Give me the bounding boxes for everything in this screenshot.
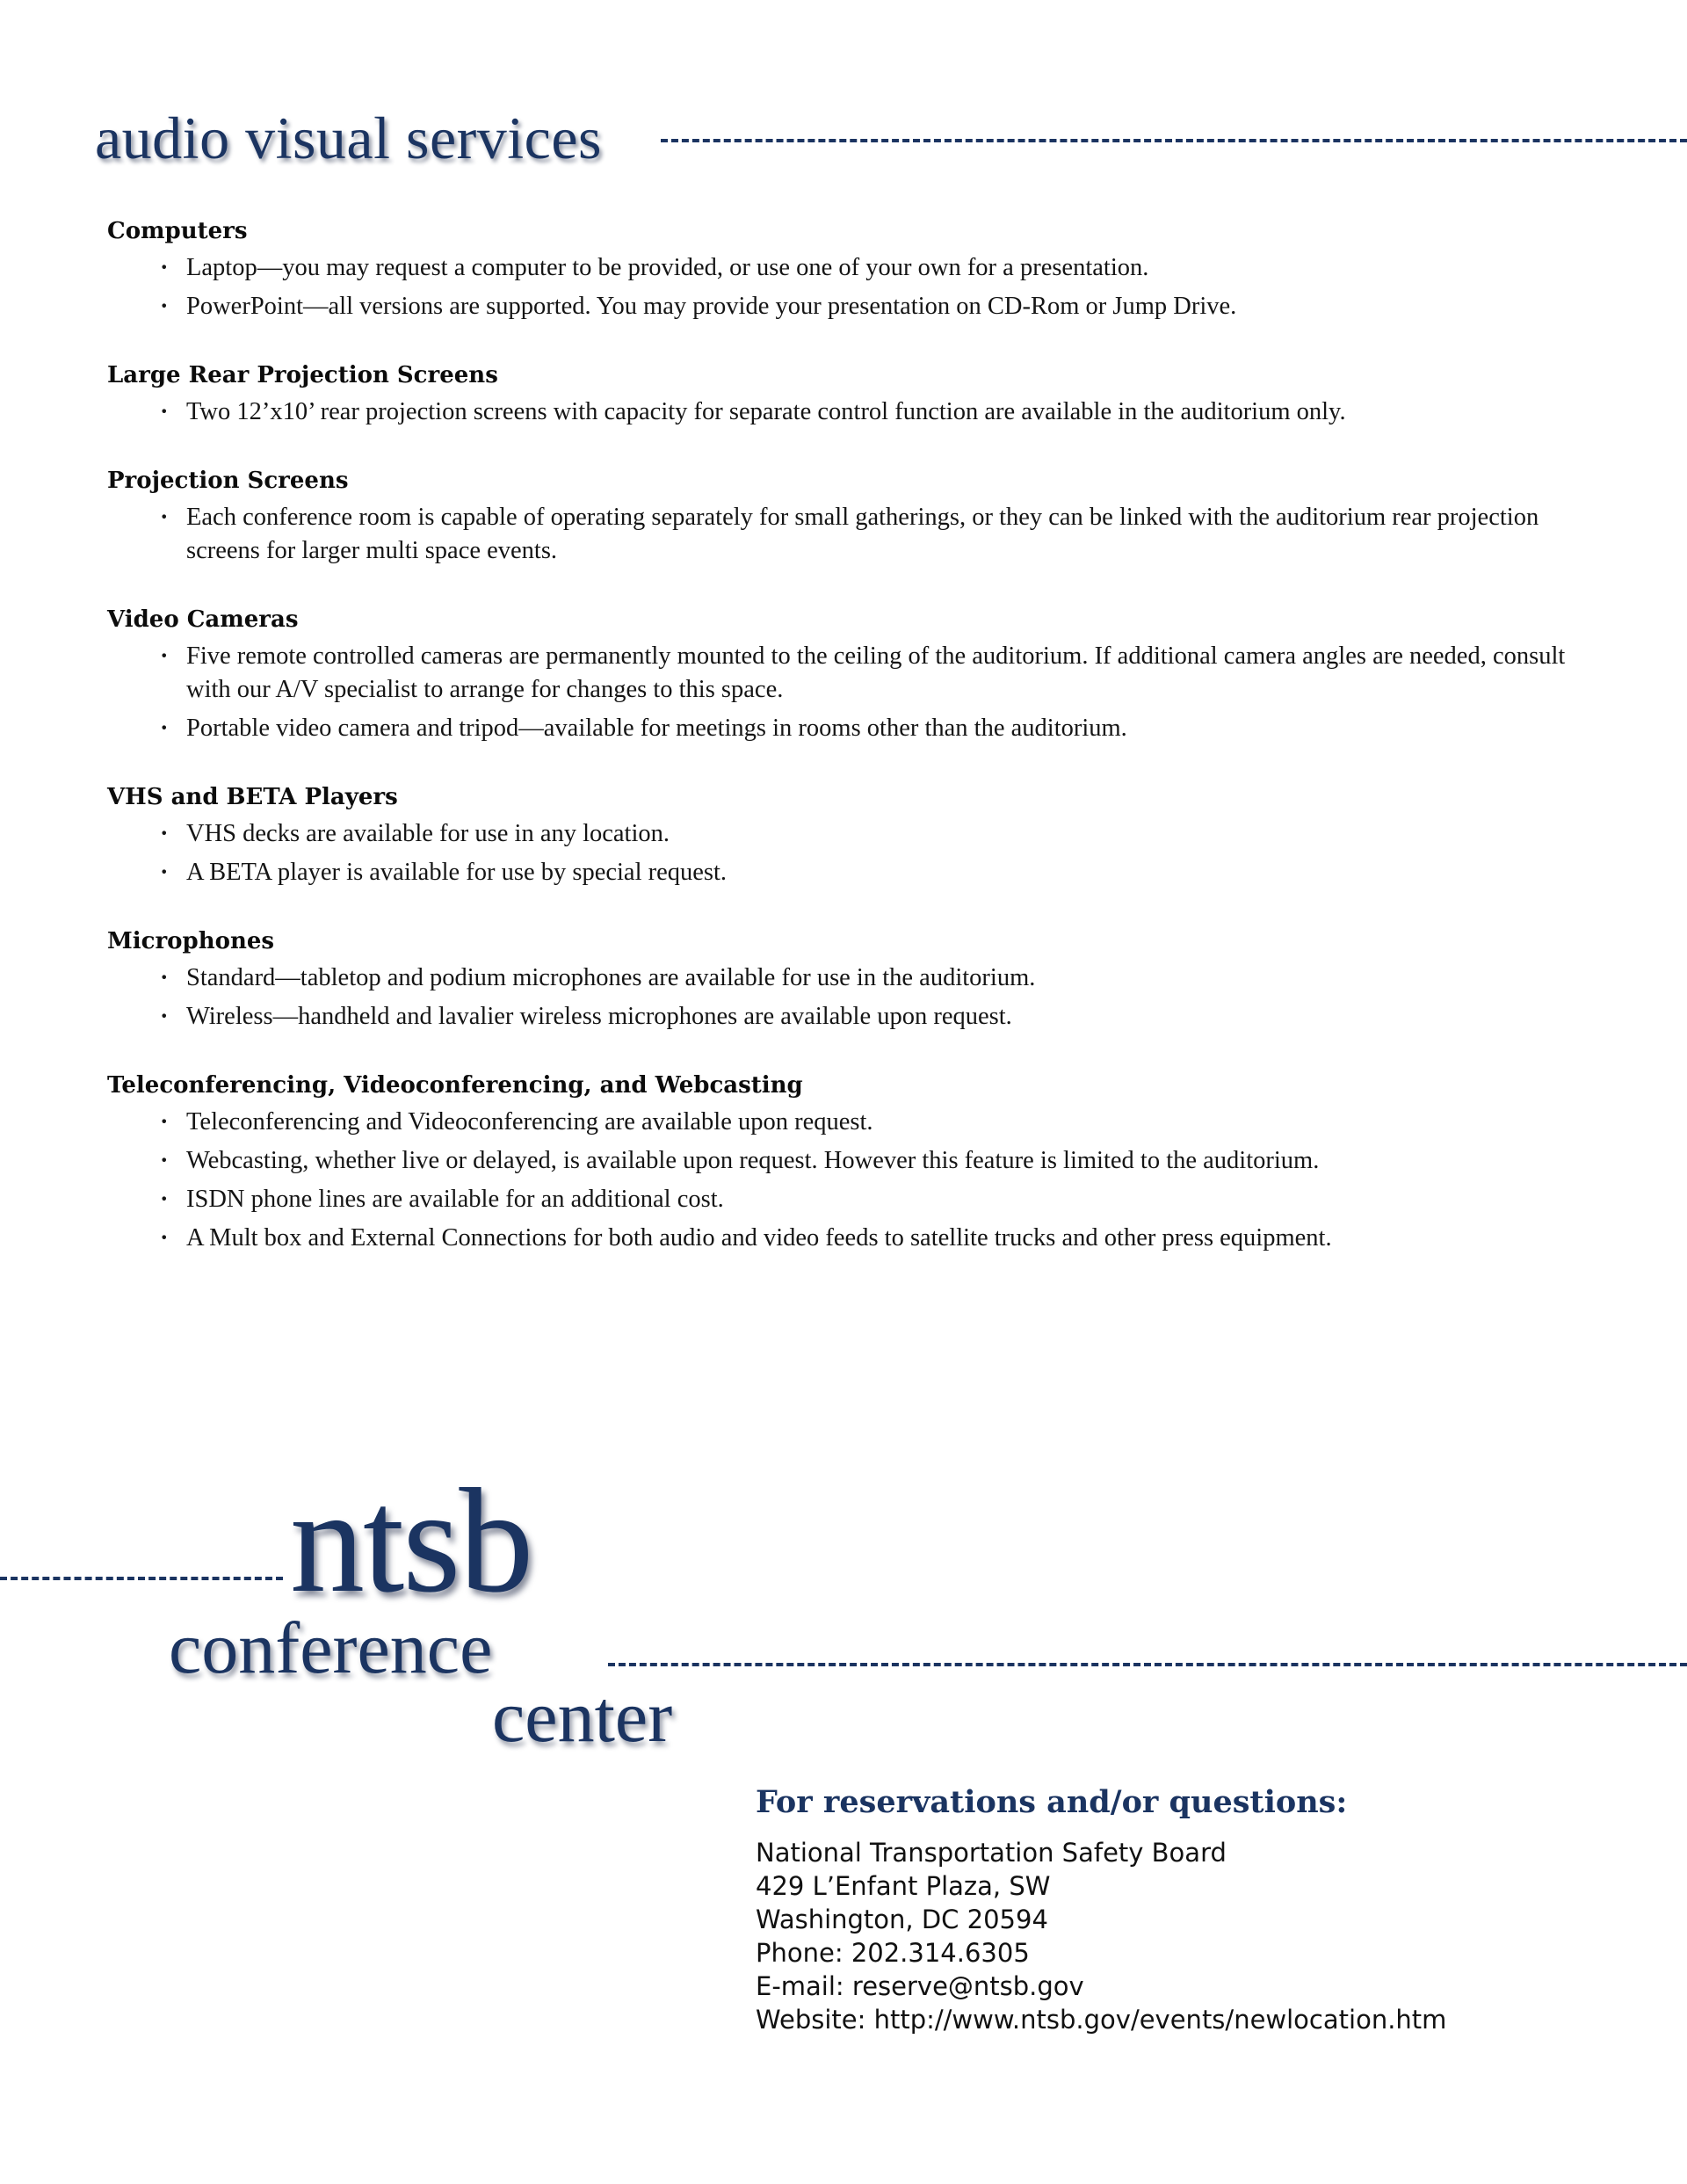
item-text: Wireless—handheld and lavalier wireless microphones are available upon request.: [186, 1003, 1012, 1030]
list-item: [160, 961, 1601, 995]
bullet: ·: [160, 1147, 169, 1174]
bullet: ·: [160, 1003, 169, 1030]
item-text: Standard—tabletop and podium microphones are available for use in the auditorium.: [186, 964, 1036, 991]
list-item: [160, 640, 1601, 707]
contact-email: E-mail: reserve@ntsb.gov: [756, 1971, 1084, 2001]
item-text: Portable video camera and tripod—available for meetings in rooms other than the auditorium.: [186, 715, 1127, 742]
contact-street: 429 L’Enfant Plaza, SW: [756, 1871, 1051, 1901]
bullet: ·: [160, 820, 169, 847]
bullet: ·: [160, 859, 169, 886]
bullet: ·: [160, 1224, 169, 1252]
list-item: [160, 251, 1601, 285]
bullet: ·: [160, 254, 169, 281]
list-item: [160, 1106, 1601, 1139]
list-item: [160, 1144, 1601, 1178]
list-item: [160, 290, 1601, 323]
section-heading: Large Rear Projection Screens: [107, 362, 498, 388]
item-text: Webcasting, whether live or delayed, is available upon request. However this feature is limited to the auditorium.: [186, 1147, 1320, 1174]
contact-org: National Transportation Safety Board: [756, 1838, 1227, 1868]
section-heading: Teleconferencing, Videoconferencing, and Webcasting: [107, 1072, 803, 1099]
services-list: [107, 218, 1601, 1294]
item-text: A BETA player is available for use by special request.: [186, 859, 728, 886]
contact-website: Website: http://www.ntsb.gov/events/newlocation.htm: [756, 2005, 1447, 2035]
section-large-rear-projection-screens: [107, 362, 1601, 429]
logo-ntsb: ntsb: [290, 1458, 532, 1623]
list-item: [160, 501, 1601, 568]
contact-heading: For reservations and/or questions:: [756, 1784, 1348, 1820]
item-text: Five remote controlled cameras are permanently mounted to the ceiling of the auditorium. If additional camera angles are needed, consult with our A/V specialist to arrange for changes to this space.: [186, 642, 1566, 703]
list-item: [160, 817, 1601, 851]
item-text: A Mult box and External Connections for both audio and video feeds to satellite trucks and other press equipment.: [186, 1224, 1332, 1252]
list-item: [160, 1000, 1601, 1034]
item-text: VHS decks are available for use in any location.: [186, 820, 670, 847]
section-heading: VHS and BETA Players: [107, 784, 398, 810]
logo-right-divider: [608, 1663, 1687, 1666]
bullet: ·: [160, 715, 169, 742]
section-projection-screens: [107, 468, 1601, 568]
bullet: ·: [160, 642, 169, 670]
section-teleconferencing: [107, 1072, 1601, 1255]
list-item: [160, 395, 1601, 429]
section-heading: Video Cameras: [107, 606, 299, 633]
contact-phone: Phone: 202.314.6305: [756, 1938, 1030, 1968]
list-item: [160, 712, 1601, 745]
section-video-cameras: [107, 606, 1601, 745]
section-vhs-and-beta-players: [107, 784, 1601, 889]
list-item: [160, 856, 1601, 889]
item-text: PowerPoint—all versions are supported. You may provide your presentation on CD-Rom or Jump Drive.: [186, 293, 1237, 320]
logo-center: center: [492, 1676, 673, 1758]
logo-conference: conference: [169, 1607, 493, 1689]
section-heading: Microphones: [107, 928, 275, 954]
section-heading: Computers: [107, 218, 248, 244]
bullet: ·: [160, 1108, 169, 1136]
logo-left-divider: [0, 1577, 283, 1580]
section-heading: Projection Screens: [107, 468, 349, 494]
item-text: Teleconferencing and Videoconferencing are available upon request.: [186, 1108, 873, 1136]
section-computers: [107, 218, 1601, 323]
item-text: ISDN phone lines are available for an additional cost.: [186, 1186, 724, 1213]
bullet: ·: [160, 504, 169, 531]
item-text: Each conference room is capable of operating separately for small gatherings, or they can be linked with the auditorium rear projection screens for larger multi space events.: [186, 504, 1539, 564]
bullet: ·: [160, 398, 169, 425]
list-item: [160, 1183, 1601, 1216]
list-item: [160, 1222, 1601, 1255]
contact-block: [756, 1784, 1446, 2036]
bullet: ·: [160, 964, 169, 991]
item-text: Laptop—you may request a computer to be provided, or use one of your own for a presentation.: [186, 254, 1149, 281]
title-divider: [661, 139, 1687, 142]
item-text: Two 12’x10’ rear projection screens with capacity for separate control function are available in the auditorium only.: [186, 398, 1346, 425]
contact-city: Washington, DC 20594: [756, 1905, 1048, 1934]
bullet: ·: [160, 293, 169, 320]
bullet: ·: [160, 1186, 169, 1213]
section-microphones: [107, 928, 1601, 1034]
page-title: audio visual services: [95, 105, 603, 171]
